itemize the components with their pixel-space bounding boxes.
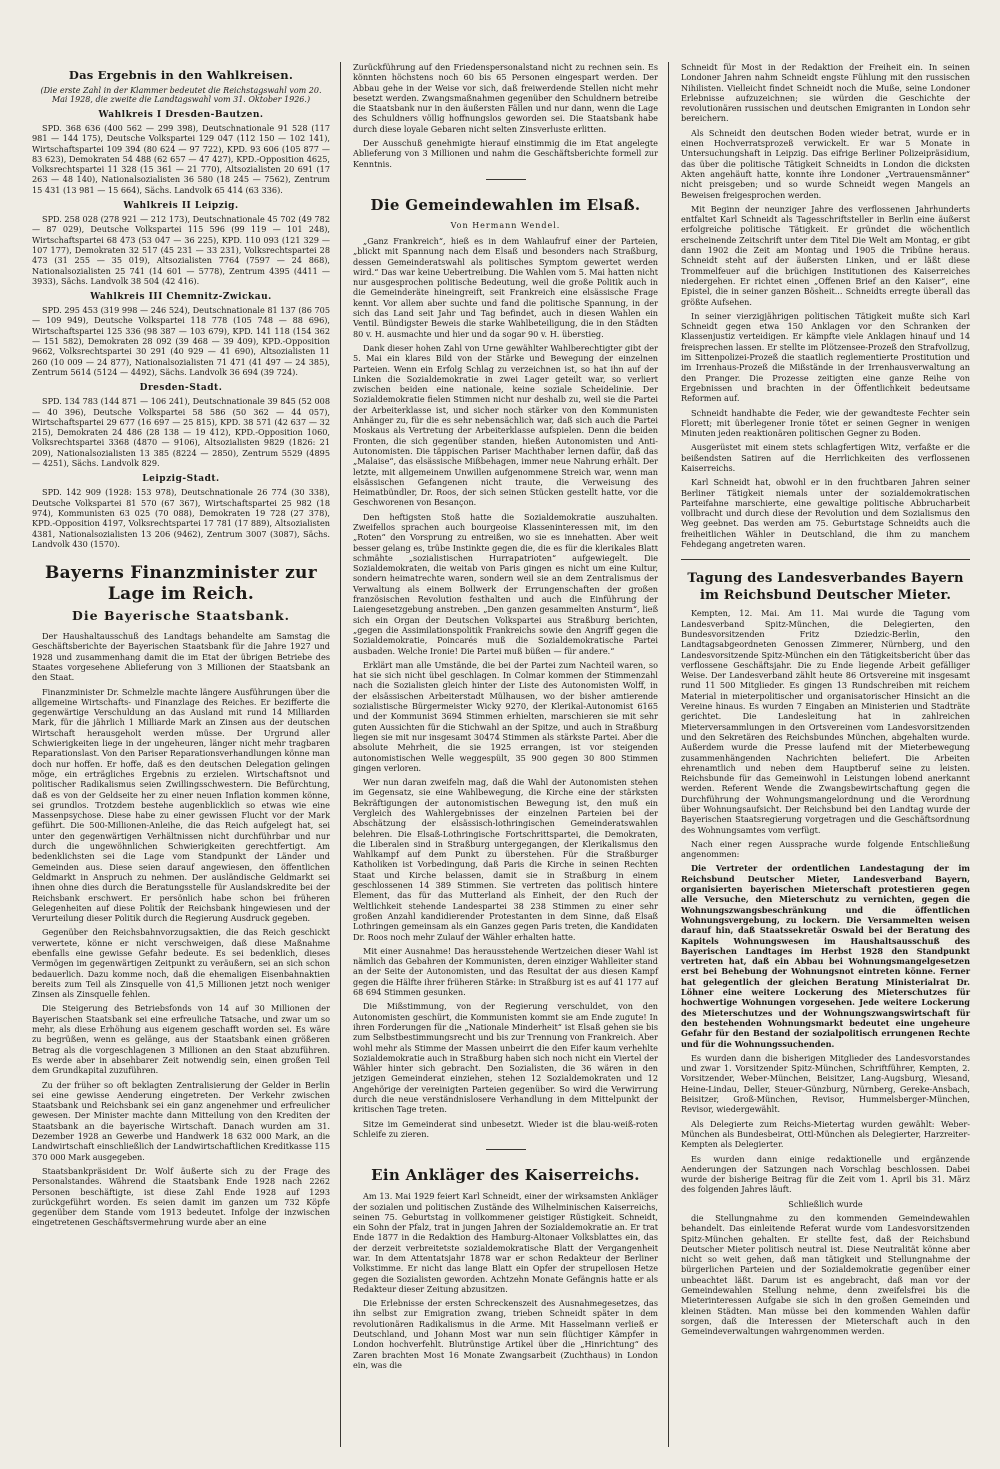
columns — [24, 62, 976, 1447]
article-paragraph: Schneidt für Most in der Redaktion der Freiheit ein. In seinen Londoner Jahren nahm Schneidt engste Fühlung mit den russischen Nihilisten. Vielleicht findet Schneidt noch die Muße, seine Londoner Erlebnisse aufzuzeichnen; sie würden die Geschichte der revolutionären russischen und deutschen Emigranten in London sehr bereichern. — [681, 62, 970, 124]
article-paragraph: Staatsbankpräsident Dr. Wolf äußerte sich zu der Frage des Personalstandes. Während die Staatsbank Ende 1928 nach 2262 Personen beschäftigte, ist diese Zahl Ende 1928 auf 1293 zurückgeführt worden. Es seien damit im ganzen um 732 Köpfe gegenüber dem Stande vom 1913 bedeutet. Infolge der inzwischen eingetretenen Geschäftsvermehrung wurde aber an eine — [32, 1165, 330, 1228]
article-paragraph: Der Ausschuß genehmigte hierauf einstimmig die im Etat angelegte Ablieferung von 3 Millionen und nahm die Geschäftsberichte formell zur Kenntnis. — [353, 138, 658, 169]
elsass-article-headline: Die Gemeindewahlen im Elsaß. — [370, 195, 641, 214]
election-results-heading: Das Ergebnis in den Wahlkreisen. — [68, 68, 294, 82]
article-paragraph: Schließlich wurde — [788, 1198, 863, 1209]
article-paragraph: Die Vertreter der ordentlichen Landestagung der im Reichsbund Deutscher Mieter, Landesverband Bayern, organisierten bayerischen Mieterschaft protestieren gegen alle Versuche, den Mieterschutz zu vernichten, gegen die Wohnungszwangsbeschränkung und die öffentlichen Wohnungsvergebung, zu lockern. Die Versammelten weisen darauf hin, daß Staatssekretär Oswald bei der Beratung des Kapitels Wohnungswesen im Haushaltsausschuß des Bayerischen Landtages im Herbst 1928 den Standpunkt vertreten hat, daß ein Abbau bei Wohnungsmangelgesetzen erst bei Behebung der Wohnungsnot eintreten könne. Ferner hat gelegentlich der gleichen Beratung Ministerialrat Dr. Löhner eine weitere Lockerung des Mieterschutzes für hochwertige Wohnungen vorgesehen. Jede weitere Lockerung des Mieterschutzes und der Wohnungszwangswirtschaft für den bestehenden Wohnungsmarkt bedeutet eine ungeheure Gefahr für den Bestand der sozialpolitisch errungenen Rechte und für die Wohnungssuchenden. — [681, 863, 970, 1049]
district-5-results: SPD. 142 909 (1928: 153 978), Deutschnationale 26 774 (30 338), Deutsche Volkspartei 81 570 (67 367), Wirtschaftspartei 25 982 (18 974), Kommunisten 63 025 (70 088), Demokraten 19 728 (27 378), KPD.-Opposition 4197, Volksrechtspartei 17 781 (17 889), Altsozialisten 4381, Nationalsozialisten 13 206 (9462), Zentrum 3007 (3087), Sächs. Landvolk 430 (1570). — [32, 487, 330, 549]
article-paragraph: Schneidt handhabte die Feder, wie der gewandteste Fechter sein Florett; mit überlegener Ironie tötet er seinen Gegner in wenigen Minuten jeden reaktionären politischen Gegner zu Boden. — [681, 407, 970, 439]
column-1 — [24, 62, 340, 1447]
article-paragraph: Die Mißstimmung, von der Regierung verschuldet, von den Autonomisten geschürt, die Kommunisten kommt sie am Ende zugute! In ihren Forderungen für die „Nationale Minderheit“ ist Elsaß gehen sie bis zum Selbstbestimmungsrecht und bis zur Trennung von Frankreich. Aber wohl mehr als Stimme der Massen unbeirrt die den Eifer kaum verhehlte Sozialdemokratie auch in Straßburg haben sich noch nicht ein Viertel der Wähler hinter sich gebracht. Den Sozialisten, die 36 wären in den jetzigen Gemeinderat einziehen, stehen 12 Sozialdemokraten und 12 Angehörige der vereinigten Parteien gegenüber. So wird die Verwirrung durch die neue verständnislosere Verhandlung in dem Mittelpunkt der kritischen Tage treten. — [353, 1001, 658, 1115]
divider — [681, 559, 970, 560]
article-paragraph: Es wurden dann einige redaktionelle und ergänzende Aenderungen der Satzungen nach Vorschlag beschlossen. Dabei wurde der bisherige Beitrag für die Zeit vom 1. April bis 31. März des folgenden Jahres läuft. — [681, 1153, 970, 1195]
column-2 — [340, 62, 668, 1447]
article-paragraph: Die Steigerung des Betriebsfonds von 14 auf 30 Millionen der Bayerischen Staatsbank sei eine erfreuliche Tatsache, und zwar um so mehr, als diese Erhöhung aus eigenem geschafft worden sei. Es wäre zu begrüßen, wenn es gelänge, aus der Staatsbank einen größeren Betrag als die vorgeschlagenen 3 Millionen an den Staat abzuführen. Es werde aber in absehbarer Zeit notwendig sein, einen großen Teil dem Grundkapital zuzuführen. — [32, 1003, 330, 1076]
article-paragraph: Zurückführung auf den Friedenspersonalstand nicht zu rechnen sein. Es könnten höchstens noch 60 bis 65 Personen eingespart werden. Der Abbau gehe in der Weise vor sich, daß freiwerdende Stellen nicht mehr besetzt werden. Zwangsmaßnahmen gegenüber den Schuldnern betreibe die Staatsbank nur in den äußersten Fällen und nur dann, wenn die Lage des Schuldners völlig hoffnungslos geworden sei. Die Staatsbank habe durch diese loyale Gebaren nicht selten Zinsverluste erlitten. — [353, 62, 658, 134]
article-paragraph: Mit einer Ausnahme! Das herausstehende Wertzeichen dieser Wahl ist nämlich das Gebahren der Kommunisten, deren einziger Wahlleiter stand an der Seite der Autonomisten, und das Resultat der aus diesen Kampf gegen die Hälfte ihrer früheren Stärke: in Straßburg ist es auf 41 177 auf 68 694 Stimmen gesunken. — [353, 945, 658, 998]
article-paragraph: Der Haushaltausschuß des Landtags behandelte am Samstag die Geschäftsberichte der Bayerischen Staatsbank für die Jahre 1927 und 1928 und zusammenhang damit die im Etat der übrigen Betriebe des Staates vorgesehene Ablieferung von 3 Millionen der Staatsbank an den Staat. — [32, 631, 330, 683]
article-paragraph: Dank dieser hohen Zahl von Urne gewählter Wahlberechtigter gibt der 5. Mai ein klares Bild von der Stärke und Bewegung der einzelnen Parteien. Wenn ein Erfolg Schlag zu verzeichnen ist, so hat ihn auf der Linken die Sozialdemokratie in zwei Lager geteilt war, so verliert zwischen beiden eine nationale, keine soziale Scheidelinie. Der Sozialdemokratie fielen Stimmen nicht nur deshalb zu, weil sie die Partei der Arbeiterklasse ist, und sicher noch stärker von den Kommunisten Anhänger zu, für die es sehr nebensächlich war, daß sich auch die Partei Moskaus als Vertretung der Arbeiterklasse aufspielen. Denn die beiden Fronten, die sich gegenüber standen, hießen Autonomisten und Anti-Autonomisten. Die täppischen Pariser Machthaber lernen dafür, daß das „Malaise“, das elsässische Mißbehagen, immer neue Nahrung erhält. Der letzte, mit allgemeinem Unwillen aufgenommene Streich war, wenn man elsässischen Gefangenen nicht traute, die Verweisung des Heimatbündler, Dr. Roos, der sich seinen Stücken gestellt hatte, vor die Geschworenen von Besançon. — [353, 342, 658, 508]
district-1-title: Wahlkreis I Dresden-Bautzen. — [98, 110, 264, 120]
divider — [486, 179, 526, 180]
article-paragraph: Ausgerüstet mit einem stets schlagfertigen Witz, verfaßte er die beißendsten Satiren auf die Herrlichkeiten des verflossenen Kaiserreichs. — [681, 442, 970, 473]
article-paragraph: Sitze im Gemeinderat sind unbesetzt. Wieder ist die blau-weiß-roten Schleife zu zieren. — [353, 1118, 658, 1139]
district-5-title: Leipzig-Stadt. — [142, 474, 220, 485]
article-paragraph: die Stellungnahme zu den kommenden Gemeindewahlen behandelt. Das einleitende Referat wurde vom Landesvorsitzenden Spitz-München gehalten. Er stellte fest, daß der Reichsbund Deutscher Mieter politisch neutral ist. Diese Neutralität könne aber nicht so weit gehen, daß man tätigkeit und Stellungnahme der bürgerlichen Parteien und der Sozialdemokratie gegenüber einer unbeachtet läßt. Darum ist es angebracht, daß man vor der Gemeindewahlen Stellung nehme, denn zweifelsfrei bis die Mieterinteressen Aufgabe sie sich in den großen Gemeinden und kleinen Städten. Man müsse bei den kommenden Wahlen dafür sorgen, daß die Interessen der Mieterschaft auch in den Gemeindeverwaltungen wahrgenommen werden. — [681, 1212, 970, 1337]
article-paragraph: Es wurden dann die bisherigen Mitglieder des Landesvorstandes und zwar 1. Vorsitzender Spitz-München, Schriftführer, Kempten, 2. Vorsitzender, Weber-München, Beisitzer, Lang-Augsburg, Wiesand, Heine-Lindau, Deller, Steuer-Günzburg, Nürnberg, Gereke-Ansbach, Beisitzer, Groß-München, Revisor, Hummelsberger-München, Revisor, wiedergewählt. — [681, 1052, 970, 1115]
column-3 — [668, 62, 976, 1447]
district-1-results: SPD. 368 636 (400 562 — 299 398), Deutschnationale 91 528 (117 981 — 144 175), Deutsche Volkspartei 129 047 (112 150 — 102 141), Wirtschaftspartei 109 394 (80 624 — 97 722), KPD. 93 606 (105 877 — 83 623), Demokraten 54 488 (62 657 — 47 427), KPD.-Opposition 4625, Volksrechtspartei 11 328 (15 361 — 21 770), Altsozialisten 20 691 (17 263 — 48 140), Nationalsozialisten 36 580 (18 245 — 7562), Zentrum 15 431 (13 981 — 15 664), Sächs. Landvolk 65 414 (63 336). — [32, 123, 330, 195]
district-4-results: SPD. 134 783 (144 871 — 106 241), Deutschnationale 39 845 (52 008 — 40 396), Deutsche Volkspartei 58 586 (50 362 — 44 057), Wirtschaftspartei 29 677 (16 697 — 25 815), KPD. 38 571 (42 637 — 32 215), Demokraten 24 486 (28 138 — 19 412), KPD.-Opposition 1060, Volksrechtspartei 3368 (4870 — 9106), Altsozialisten 9829 (1826: 21 209), Nationalsozialisten 13 385 (8224 — 2850), Zentrum 5529 (4895 — 4251), Sächs. Landvolk 829. — [32, 396, 330, 469]
district-4-title: Dresden-Stadt. — [139, 383, 223, 394]
article-paragraph: „Ganz Frankreich“, hieß es in dem Wahlaufruf einer der Parteien, „blickt mit Spannung nach dem Elsaß und besonders nach Straßburg, dessen Gemeinderatswahl als politisches Symptom gewertet werden wird.“ Das war keine Uebertreibung. Die Wahlen vom 5. Mai hatten nicht nur ausgesprochen politische Bedeutung, weil die große Politik auch in die Gemeinderäte hineingreift, seit Frankreich eine elsässische Frage kennt. Vor allem aber suchte und fand die politische Spannung, in der sich das Land seit Jahr und Tag befindet, auch in diesen Wahlen ein Ventil. Bündigster Beweis die starke Wahlbeteiligung, die in den Städten 80 v. H. ausmachte und hier und da sogar 90 v. H. überstieg. — [353, 235, 658, 339]
article-paragraph: Finanzminister Dr. Schmelzle machte längere Ausführungen über die allgemeine Wirtschafts- und Finanzlage des Reiches. Er bezifferte die gegenwärtige Verschuldung an das Ausland mit rund 14 Milliarden Mark, für die jährlich 1 Milliarde Mark an Zinsen aus der deutschen Wirtschaft herausgeholt werden müsse. Der Urgrund aller Schwierigkeiten liege in der ungeheuren, länger nicht mehr tragbaren Reparationslast. Von den Pariser Reparationsverhandlungen könne man doch nur hoffen. Er hoffe, daß es den deutschen Delegation gelingen möge, ein erträgliches Ergebnis zu erzielen. Wirtschaftsnot und politischer Radikalismus seien Zwillingsschwestern. Die Befürchtung, daß es von der Geldseite her zu einer neuen Inflation kommen könne, sei grundlos. Trotzdem bestehe augenblicklich so etwas wie eine Massenpsychose. Diese habe zu einer gewissen Flucht vor der Mark geführt. Die 500-Millionen-Anleihe, die das Reich aufgelegt hat, sei unter den gegenwärtigen Verhältnissen nicht durchführbar und nur durch die ungewöhnlichen Schwierigkeiten gerechtfertigt. Am bedenklichsten sei die Lage vom Standpunkt der Länder und Gemeinden aus. Diese seien darauf angewiesen, den öffentlichen Geldmarkt in Anspruch zu nehmen. Der ausländische Geldmarkt sei ihnen ohne dies durch die Beratungsstelle für Auslandskredite bei der Reichsbank erschwert. Er persönlich habe schon bei früheren Gelegenheiten auf diese Politik der Reichsbank hingewiesen und der Verurteilung dieser Politik durch die Regierung Ausdruck gegeben. — [32, 686, 330, 924]
article-paragraph: Als Delegierte zum Reichs-Mietertag wurden gewählt: Weber-München als Bundesbeirat, Ottl-München als Delegierter, Harzreiter-Kempten als Delegierter. — [681, 1118, 970, 1150]
article-paragraph: Am 13. Mai 1929 feiert Karl Schneidt, einer der wirksamsten Ankläger der sozialen und politischen Zustände des Wilhelminischen Kaiserreichs, seinen 75. Geburtstag in vollkommener geistiger Rüstigkeit. Schneidt, ein Sohn der Pfalz, trat in jungen Jahren der Sozialdemokratie an. Er trat Ende 1877 in die Redaktion des Hamburg-Altonaer Volksblattes ein, das der derzeit verbreitetste sozialdemokratische Blatt der Vergangenheit war. In dem Attentatsjahr 1878 war er schon Redakteur der Berliner Volkstimme. Er nicht das lange Blatt ein Opfer der strupellosen Hetze gegen die Sozialisten geworden. Achtzehn Monate Gefängnis hatte er als Redakteur dieser Zeitung abzusitzen. — [353, 1191, 658, 1294]
finance-minister-headline: Bayerns Finanzminister zur Lage im Reich. — [45, 563, 317, 605]
article-paragraph: Karl Schneidt hat, obwohl er in den fruchtbaren Jahren seiner Berliner Tätigkeit niemals unter der sozialdemokratischen Parteifahne marschierte, eine gewaltige politische Abbrucharbeit vollbracht und durch diese der Revolution und dem Sozialismus den Weg geebnet. Das werden am 75. Geburtstage Schneidts auch die freiheitlichen Wähler in Deutschland, die ihm zu manchem Fehdegang angetreten waren. — [681, 477, 970, 550]
article-paragraph: Nach einer regen Aussprache wurde folgende Entschließung angenommen: — [681, 838, 970, 860]
mieter-article-headline: Tagung des Landesverbandes Bayern im Reichsbund Deutscher Mieter. — [687, 571, 964, 604]
district-3-title: Wahlkreis III Chemnitz-Zwickau. — [90, 292, 272, 303]
article-paragraph: Erklärt man alle Umstände, die bei der Partei zum Nachteil waren, so hat sie sich nicht übel geschlagen. In Colmar kommen der Stimmenzahl nach die Sozialisten gleich hinter der Liste des Autonomisten Wolff, in der elsässischen Arbeiterstadt Mülhausen, wo der bisher amtierende sozialistische Bürgermeister Wicky 9270, der Klerikal-Autonomist 6165 und der Kommunist 3694 Stimmen erhielten, marschieren sie mit sehr guten Aussichten für die Stichwahl an der Spitze, und auch in Straßburg liegen sie mit nur insgesamt 30474 Stimmen als stärkste Partei. Aber die absolute Mehrheit, die sie 1925 errangen, ist vor steigenden autonomistischen Welle weggespült, 35 900 gegen 30 800 Stimmen gingen verloren. — [353, 659, 658, 773]
article-paragraph: Wer nun daran zweifeln mag, daß die Wahl der Autonomisten stehen im Gegensatz, sie eine Wahlbewegung, die Kirche eine der stärksten Bekräftigungen der autonomistischen Bewegung ist, den muß ein Vergleich des Wahlergebnisses der einzelnen Parteien bei der Abschätzung der elsässisch-lothringischen Gemeinderatswahlen belehren. Die Elsaß-Lothringische Fortschrittspartei, die Demokraten, die Liberalen sind in Straßburg untergegangen, der Klerikalismus den Wahlkampf auf dem Punkt zu überstehen. Für die Straßburger Katholiken ist Vorbedingung, daß Paris die Kirche in seinen Rechten Staat und Kirche belassen, damit sie in Straßburg in einem geschlossenen 14 389 Stimmen. Sie vertreten das politisch hintere Element, das für das Mutterland als Einheit, der den Ruch der Weltlichkeit stehende Landespartei 38 238 Stimmen zu einer sehr großen Anzahl kandidierender Protestanten in dem Sinne, daß Elsaß Lothringen gemeinsam als ein Ganzes gegen Paris treten, die Kandidaten Dr. Roos noch mehr Zulauf der Wähler erhalten hatte. — [353, 777, 658, 942]
article-paragraph: Als Schneidt den deutschen Boden wieder betrat, wurde er in einen Hochverratsprozeß verwickelt. Er war 5 Monate in Untersuchungshaft in Leipzig. Das eifrige Berliner Polizeipräsidium, das über die politische Tätigkeit Schneidts in London die dicksten Akten angehäuft hatte, konnte ihre Londoner „Vertrauensmänner“ nicht preisgeben; und so wurde Schneidt wegen Mangels an Beweisen freigesprochen werden. — [681, 127, 970, 200]
article-paragraph: Kempten, 12. Mai. Am 11. Mai wurde die Tagung vom Landesverband Spitz-München, die Delegierten, den Bundesvorsitzenden Fritz Dziedzic-Berlin, den Landtagsabgeordneten Genossen Zimmerer, Nürnberg, und den Landesvorsitzende Spitz-München ein den Tätigkeitsbericht über das verflossene Geschäftsjahr. Die zu Ende liegende Arbeit gefälliger Weise. Der Landesverband zählt heute 86 Ortsvereine mit insgesamt rund 11 500 Mitglieder. Es gingen 13 Rundschreiben mit reichem Material in mieterpolitischer und organisatorischer Hinsicht an die Vereine hinaus. Es wurden 7 Eingaben an Ministerien und Stadträte gerichtet. Die Landesleitung hat in zahlreichen Mieterversammlungen in den Ortsvereinen vom Landesvorsitzenden und den Sekretären des Reichsbundes München, abgehalten wurde. Außerdem wurde die Presse laufend mit der Mieterbewegung zusammenhängenden Nachrichten beliefert. Die Arbeiten ehrenamtlich und neben dem Hauptberuf seine zu leisten. Reichsbunde für das Gemeinwohl in Leistungen lobend anerkannt werden. Referent Wende die Zwangsbewirtschaftung gegen die Durchführung der Wohnungsmangelordnung und die Verordnung über Wohnungsaufsicht. Der Reichsbund bei den Landtag wurde der Bayerischen Staatsregierung vorgetragen und die Geschäftsordnung des Wohnungsamtes vom verfügt. — [681, 608, 970, 835]
finance-minister-subheadline: Die Bayerische Staatsbank. — [72, 608, 290, 624]
article-paragraph: Gegenüber den Reichsbahnvorzugsaktien, die das Reich geschickt verwertete, könne er nicht verschweigen, daß diese Maßnahme ebenfalls eine gewisse Gefahr bedeute. Es sei bedenklich, dieses Vermögen im gegenwärtigen Zeitpunkt zu veräußern, sei an sich schon bedauerlich. Dazu komme noch, daß die ehemaligen Eisenbahnaktien bereits zum Teil als Zinsquelle von 41,5 Millionen jetzt noch weniger Zinsen als Zinsquelle fehlen. — [32, 927, 330, 1000]
article-paragraph: Die Erlebnisse der ersten Schreckenszeit des Ausnahmegesetzes, das ihn selbst zur Emigration zwang, trieben Schneidt später in dem revolutionären Radikalismus in die Arme. Mit Hasselmann verließ er Deutschland, und Johann Most war nun sein flüchtiger Kämpfer in London hochverfehlt. Blutrünstige Artikel über die „Hinrichtung“ des Zaren brachten Most 16 Monate Zwangsarbeit (Zuchthaus) in London ein, was die — [353, 1298, 658, 1370]
district-2-title: Wahlkreis II Leipzig. — [123, 201, 239, 212]
schneidt-article-headline: Ein Ankläger des Kaiserreichs. — [371, 1166, 640, 1185]
article-paragraph: Mit Beginn der neunziger Jahre des verflossenen Jahrhunderts entfaltet Karl Schneidt als Tagesschriftsteller in Berlin eine äußerst erfolgreiche politische Tätigkeit. Er gründet die wöchentlich erscheinende Zeitschrift unter dem Titel Die Welt am Montag, er gibt dann 1902 die Zeit am Montag und 1905 die Tribüne heraus. Schneidt steht auf der äußersten Linken, und er läßt diese Trommelfeuer auf die brüchigen Institutionen des Kaiserreiches niedergehen. Er richtet einen „Offenen Brief an den Kaiser“, eine Epistel, die in seiner ganzen Bösheit... Schneidts erregte überall das größte Aufsehen. — [681, 203, 970, 307]
election-results-note: (Die erste Zahl in der Klammer bedeutet die Reichstagswahl vom 20. Mai 1928, die zweite die Landtagswahl vom 31. Oktober 1926.) — [40, 86, 322, 104]
article-paragraph: Zu der früher so oft beklagten Zentralisierung der Gelder in Berlin sei eine gewisse Aenderung eingetreten. Der Verkehr zwischen Staatsbank und Reichsbank sei ein ganz angenehmer und erfreulicher gewesen. Der Minister machte dann Mitteilung von den Krediten der Staatsbank an die bayerische Wirtschaft. Danach wurden am 31. Dezember 1928 an Gewerbe und Handwerk 18 632 000 Mark, an die Landwirtschaft einschließlich der Landwirtschaftlichen Kreditkasse 115 370 000 Mark ausgegeben. — [32, 1079, 330, 1162]
article-paragraph: In seiner vierzigjährigen politischen Tätigkeit mußte sich Karl Schneidt gegen etwa 150 Anklagen vor den Schranken der Klassenjustiz verteidigen. Er kämpfte viele Anklagen hinauf und 14 freisprechen lassen. Er stellte im Plötzensee-Prozeß den Strafvollzug, im Sittenpolizei-Prozeß die staatlich reglementierte Prostitution und im Irrenhaus-Prozeß die Mißstände in der Irrenhausverwaltung an den Pranger. Die Prozesse zeitigten eine ganze Reihe von Ergebnissen und brachten in der Öffentlichkeit bedeutsame Reformen auf. — [681, 310, 970, 404]
district-2-results: SPD. 258 028 (278 921 — 212 173), Deutschnationale 45 702 (49 782 — 87 029), Deutsche Volkspartei 115 596 (99 119 — 101 248), Wirtschaftspartei 68 473 (53 047 — 36 225), KPD. 110 093 (121 329 — 107 177), Demokraten 32 517 (45 231 — 33 231), Volksrechtspartei 28 473 (31 255 — 35 019), Altsozialisten 7764 (7597 — 24 868), Nationalsozialisten 25 741 (14 601 — 5778), Zentrum 4395 (4411 — 3933), Sächs. Landvolk 38 504 (42 416). — [32, 214, 330, 286]
district-3-results: SPD. 295 453 (319 998 — 246 524), Deutschnationale 81 137 (86 705 — 109 949), Deutsche Volkspartei 118 778 (105 748 — 88 696), Wirtschaftspartei 125 336 (98 387 — 103 679), KPD. 141 118 (154 362 — 151 582), Demokraten 28 092 (39 468 — 39 409), KPD.-Opposition 9662, Volksrechtspartei 30 291 (40 929 — 41 690), Altsozialisten 11 260 (10 009 — 24 877), Nationalsozialisten 71 471 (41 497 — 24 385), Zentrum 5614 (5124 — 4492), Sächs. Landvolk 36 694 (39 724). — [32, 305, 330, 377]
elsass-article-byline: Von Hermann Wendel. — [450, 220, 561, 230]
divider — [486, 1149, 526, 1150]
article-paragraph: Den heftigsten Stoß hatte die Sozialdemokratie auszuhalten. Zweifellos sprachen auch bourgeoise Klasseninteressen mit, im den „Roten“ den Vorsprung zu entreißen, wo sie es innehatten. Aber weit besser gelang es, trübe Instinkte gegen die, die es für die klerikales Blatt schmähte „sozialistischen Hurrapatrioten“ aufgewiegelt. Die Sozialdemokraten, die weitab von Paris gingen es nicht um eine Kultur, sondern heimatrechte waren, sondern weil sie an dem Zentralismus der Verwaltung als einem Bollwerk der Errungenschaften der großen französischen Revolution festhalten und auch die Einführung der Laiengesetzgebung anstreben. „Den ganzen gesammelten Ansturm“, ließ sich ein Organ der Deutschen Volkspartei aus Straßburg berichten, „gegen die Assimilationspolitik Frankreichs sowie den Angriff gegen die Sozialdemokratie, Poincarés muß die Sozialdemokratische Partei ausbaden. Welche Ironie! Die Partei muß büßen — für andere.“ — [353, 511, 658, 656]
